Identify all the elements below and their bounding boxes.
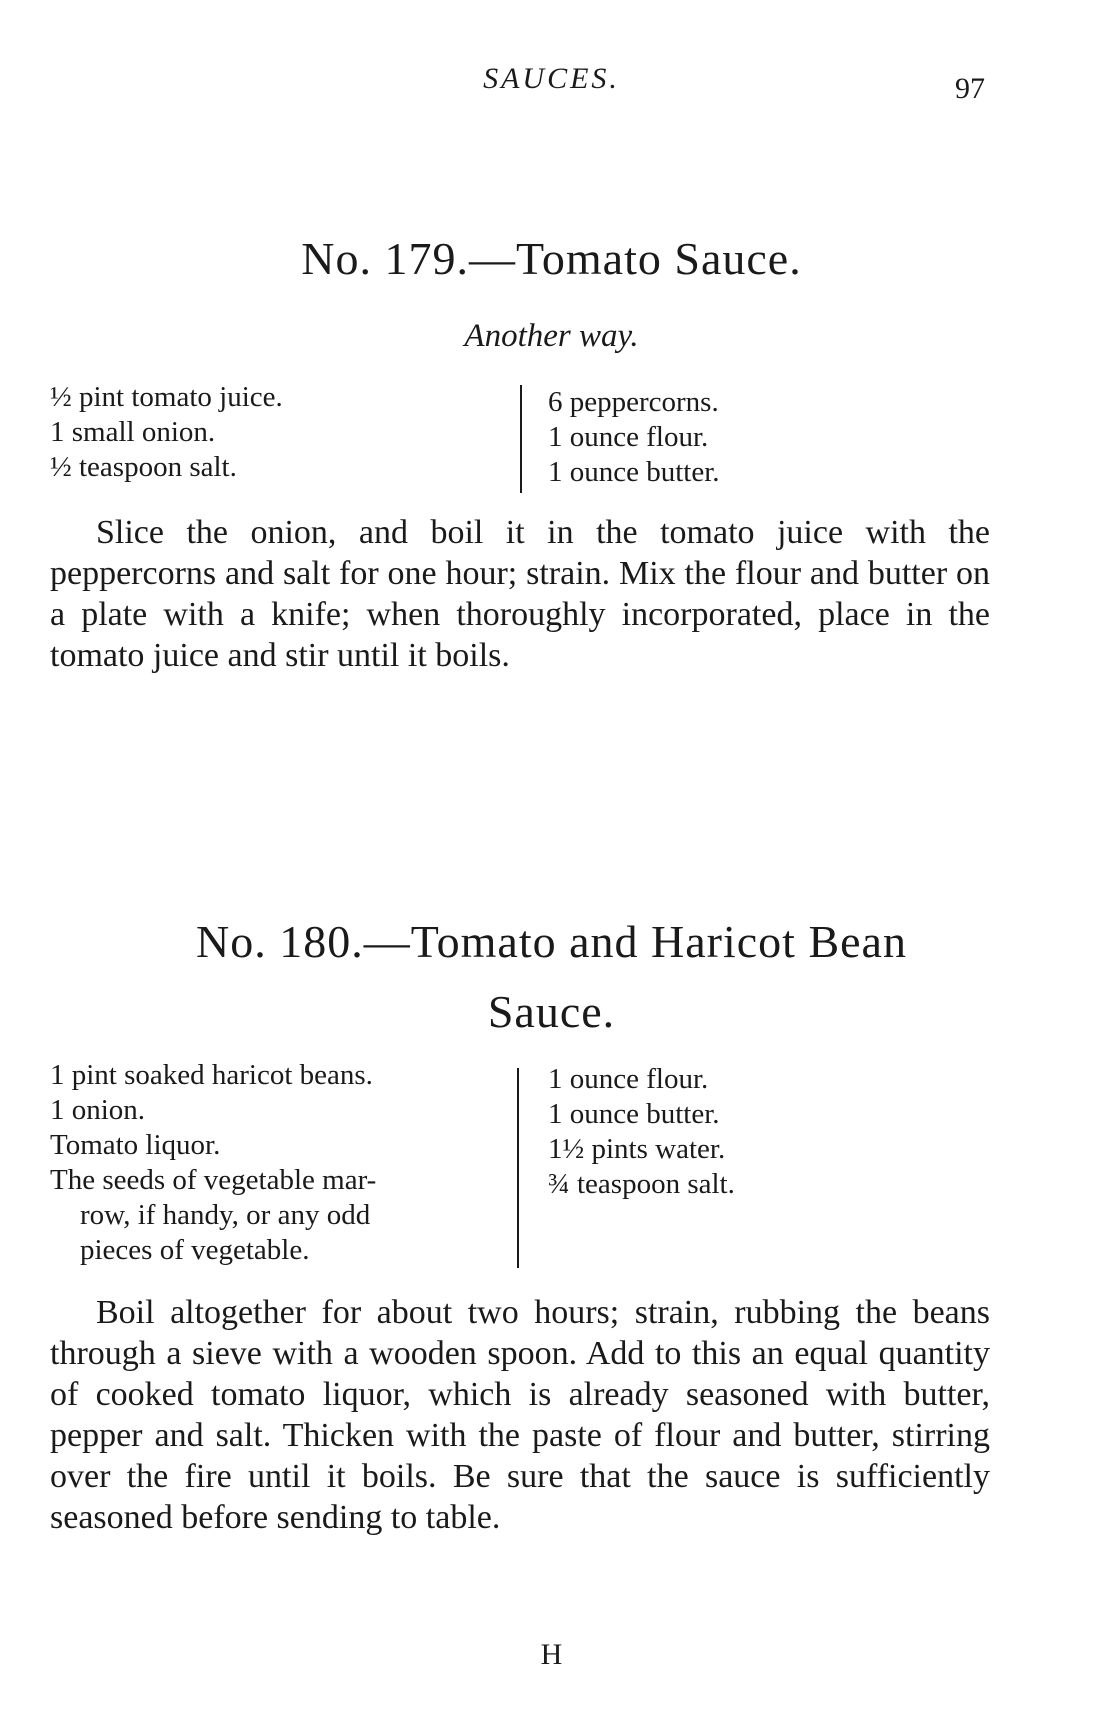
- ingredient-continuation: row, if handy, or any odd: [80, 1199, 371, 1231]
- recipe-179-ingredients-right: [548, 385, 720, 490]
- ingredient: 6 peppercorns.: [548, 386, 719, 418]
- ingredient: 1 ounce butter.: [548, 1098, 720, 1130]
- ingredient: 1 small onion.: [50, 416, 216, 448]
- ingredient: 1 ounce butter.: [548, 456, 720, 488]
- recipe-180-ingredients-left: [50, 1058, 376, 1268]
- recipe-180-ingredients-right: [548, 1062, 735, 1202]
- ingredient: ¾ teaspoon salt.: [548, 1168, 735, 1200]
- ingredient: ½ pint tomato juice.: [50, 381, 283, 413]
- recipe-180-title-line1: No. 180.—Tomato and Haricot Bean: [196, 916, 907, 967]
- recipe-180-method: Boil altogether for about two hours; strain, rubbing the beans through a sieve with a wooden spoon. Add to this an equal quantity of cooked tomato liquor, which is already seasoned with butter, pepper and salt. Thicken with the paste of flour and butter, stirring over the fire until it boils. Be sure that the sauce is sufficiently seasoned before sending to table.: [50, 1294, 990, 1536]
- ingredient: The seeds of vegetable mar-: [50, 1164, 377, 1196]
- recipe-179-ingredients-left: [50, 380, 283, 485]
- recipe-180-title-line2: Sauce.: [487, 986, 616, 1037]
- ingredient-continuation: pieces of vegetable.: [80, 1234, 310, 1266]
- ingredient: ½ teaspoon salt.: [50, 451, 237, 483]
- column-divider: [517, 1068, 519, 1268]
- ingredient: Tomato liquor.: [50, 1129, 221, 1161]
- column-divider: [520, 385, 522, 493]
- ingredient: 1 ounce flour.: [548, 1063, 709, 1095]
- ingredient: 1½ pints water.: [548, 1133, 726, 1165]
- recipe-179-method: Slice the onion, and boil it in the tomato juice with the peppercorns and salt for one hour; strain. Mix the flour and butter on a plate with a knife; when thoroughly incorporated, place in the tomato juice and stir until it boils.: [50, 514, 990, 674]
- ingredient: 1 onion.: [50, 1094, 146, 1126]
- signature-mark: H: [540, 1638, 563, 1671]
- recipe-179-title: No. 179.—Tomato Sauce.: [301, 233, 802, 284]
- ingredient: 1 pint soaked haricot beans.: [50, 1059, 373, 1091]
- running-title: SAUCES.: [483, 62, 620, 95]
- recipe-179-subtitle: Another way.: [464, 318, 639, 354]
- page-number: 97: [955, 72, 985, 105]
- ingredient: 1 ounce flour.: [548, 421, 709, 453]
